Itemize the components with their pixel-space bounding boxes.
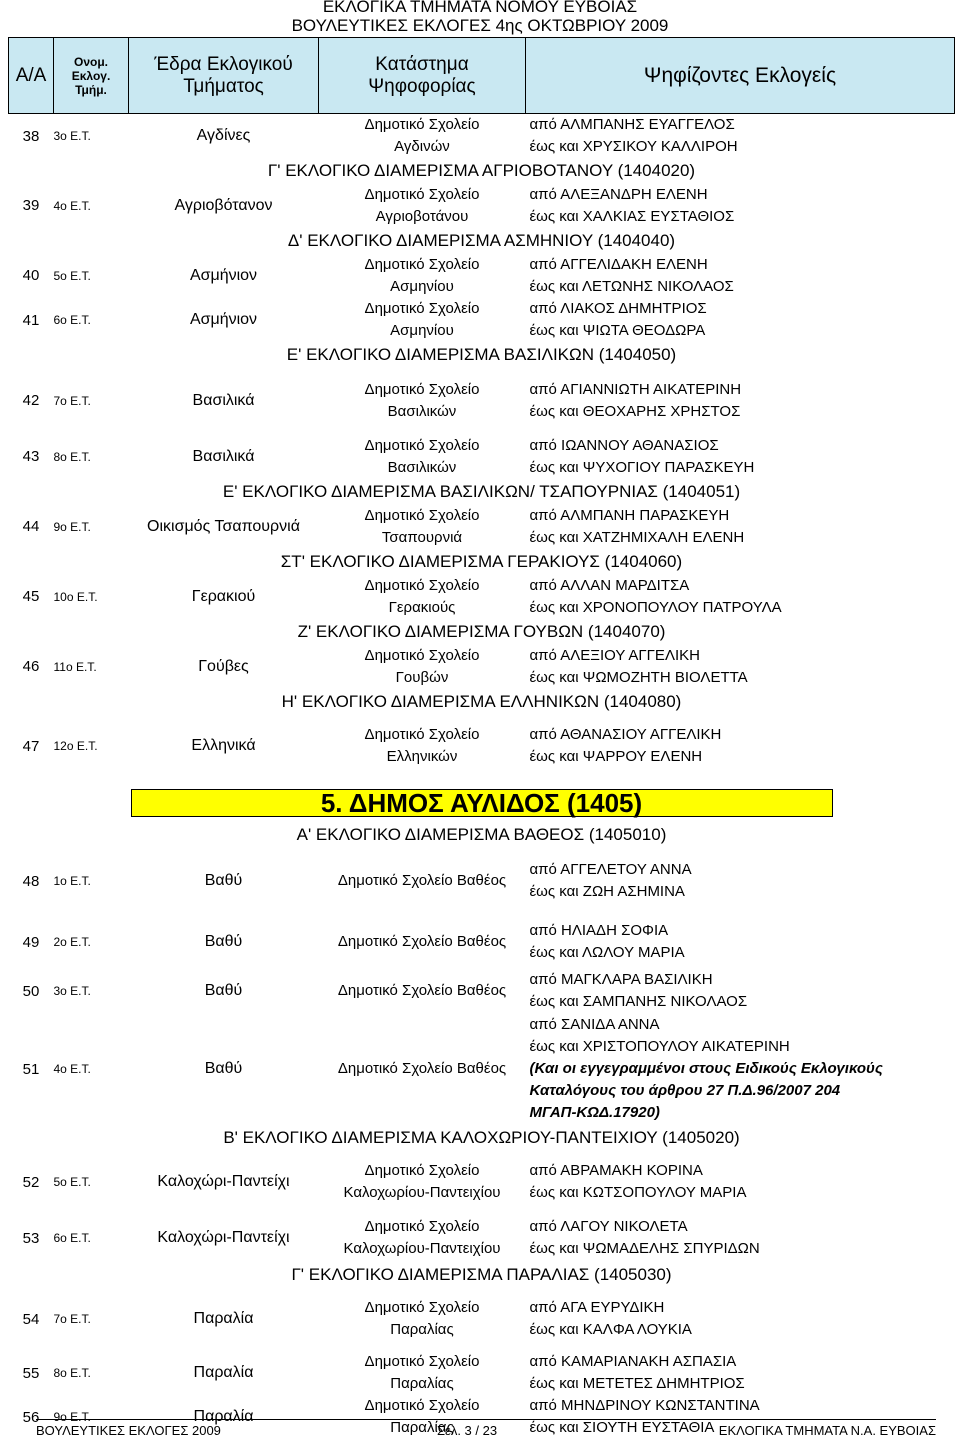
section-seat: Γερακιού	[191, 587, 256, 605]
district-heading: ΣΤ' ΕΚΛΟΓΙΚΟ ΔΙΑΜΕΡΙΣΜΑ ΓΕΡΑΚΙΟΥΣ (1404060)	[280, 551, 683, 571]
row-number: 49	[22, 933, 40, 951]
section-name: 7ο Ε.Τ.	[53, 1312, 91, 1326]
voter-range	[526, 1351, 955, 1395]
voter-range	[526, 1150, 955, 1214]
table-row	[9, 183, 955, 228]
table-body	[9, 114, 955, 1440]
venue-line: Δημοτικό Σχολείο	[364, 1353, 480, 1370]
col-header-edra: Έδρα Εκλογικού Τμήματος	[129, 38, 319, 114]
voter-range-line: από ΣΑΝΙΔΑ ΑΝΝΑ	[529, 1016, 660, 1033]
voter-range-line: έως και ΧΡΙΣΤΟΠΟΥΛΟΥ ΑΙΚΑΤΕΡΙΝΗ	[529, 1038, 790, 1055]
voter-range-line: από ΑΛΜΠΑΝΗΣ ΕΥΑΓΓΕΛΟΣ	[529, 116, 735, 133]
voter-range-line: έως και ΧΑΤΖΗΜΙΧΑΛΗ ΕΛΕΝΗ	[529, 528, 745, 546]
venue-line: Δημοτικό Σχολείο Βαθέος	[337, 982, 507, 999]
table-row	[9, 434, 955, 479]
venue-line: Δημοτικό Σχολείο	[364, 380, 480, 398]
municipality-banner: 5. ΔΗΜΟΣ ΑΥΛΙΔΟΣ (1405)	[131, 789, 833, 817]
polling-venue	[319, 1150, 526, 1214]
district-heading-row	[9, 158, 955, 183]
section-seat: Ασμήνιον	[189, 311, 258, 328]
footer-left: ΒΟΥΛΕΥΤΙΚΕΣ ΕΚΛΟΓΕΣ 2009	[36, 1423, 221, 1438]
venue-line: Γουβών	[395, 668, 449, 686]
table-row	[9, 847, 955, 915]
voter-range-line: έως και ΨΩΜΟΖΗΤΗ ΒΙΟΛΕΤΤΑ	[529, 668, 748, 686]
footer-page-number: Σελ. 3 / 23	[437, 1423, 498, 1438]
table-row	[9, 1150, 955, 1214]
row-number: 47	[22, 737, 40, 755]
district-heading-row	[9, 619, 955, 644]
voter-range-line: από ΛΑΓΟΥ ΝΙΚΟΛΕΤΑ	[529, 1218, 688, 1235]
voter-range	[526, 847, 955, 915]
voter-range-line: από ΑΘΑΝΑΣΙΟΥ ΑΓΓΕΛΙΚΗ	[529, 726, 722, 743]
table-row	[9, 367, 955, 434]
section-name: 9ο Ε.Τ.	[53, 1410, 91, 1424]
venue-line: Βασιλικών	[387, 402, 457, 420]
venue-line: Δημοτικό Σχολείο	[364, 436, 480, 454]
voter-range	[526, 434, 955, 479]
district-heading-row	[9, 1125, 955, 1150]
row-number: 39	[22, 197, 40, 214]
row-number: 48	[22, 872, 40, 890]
header-subtitle: ΒΟΥΛΕΥΤΙΚΕΣ ΕΚΛΟΓΕΣ 4ης ΟΚΤΩΒΡΙΟΥ 2009	[291, 16, 669, 35]
col-header-katastima: Κατάστημα Ψηφοφορίας	[319, 38, 526, 114]
voter-range	[526, 1287, 955, 1351]
section-seat: Βαθύ	[204, 982, 243, 999]
section-seat: Ελληνικά	[191, 737, 256, 754]
table-row	[9, 298, 955, 342]
section-name: 5ο Ε.Τ.	[53, 1175, 91, 1189]
table-row	[9, 714, 955, 778]
row-number: 51	[22, 1060, 40, 1078]
section-seat: Παραλία	[193, 1408, 254, 1425]
row-number: 43	[22, 448, 40, 465]
venue-line: Καλοχωρίου-Παντειχίου	[343, 1240, 501, 1257]
polling-stations-table	[8, 37, 955, 1439]
section-name: 4ο Ε.Τ.	[53, 198, 91, 213]
section-seat: Αγδίνες	[196, 127, 251, 144]
district-heading: Γ' ΕΚΛΟΓΙΚΟ ΔΙΑΜΕΡΙΣΜΑ ΑΓΡΙΟΒΟΤΑΝΟΥ (1404020)	[267, 160, 696, 180]
venue-line: Δημοτικό Σχολείο	[364, 1162, 480, 1179]
section-seat: Οικισμός Τσαπουρνιά	[147, 517, 300, 535]
voter-range-line: από ΑΓΑ ΕΥΡΥΔΙΚΗ	[529, 1299, 665, 1316]
row-number: 54	[22, 1310, 40, 1328]
polling-venue	[319, 1287, 526, 1351]
polling-venue	[319, 1013, 526, 1125]
row-number: 52	[22, 1173, 40, 1191]
row-number: 46	[22, 658, 40, 675]
venue-line: Δημοτικό Σχολείο	[364, 255, 480, 273]
section-seat: Βασιλικά	[192, 391, 255, 409]
voter-range-line: έως και ΧΑΛΚΙΑΣ ΕΥΣΤΑΘΙΟΣ	[529, 207, 735, 225]
voter-range-line: από ΑΛΛΑΝ ΜΑΡΔΙΤΣΑ	[529, 576, 690, 594]
section-name: 7ο Ε.Τ.	[53, 393, 91, 408]
table-row	[9, 915, 955, 969]
voter-range	[526, 114, 955, 159]
polling-venue	[319, 298, 526, 342]
voter-range-line: έως και ΛΕΤΩΝΗΣ ΝΙΚΟΛΑΟΣ	[529, 277, 734, 295]
voter-range-line: από ΑΛΜΠΑΝΗ ΠΑΡΑΣΚΕΥΗ	[529, 506, 730, 524]
venue-line: Αγδινών	[394, 138, 450, 155]
voter-range	[526, 1013, 955, 1125]
venue-line: Παραλίας	[390, 1419, 454, 1436]
row-number: 55	[22, 1364, 40, 1382]
voter-range-line: έως και ΛΩΛΟΥ ΜΑΡΙΑ	[529, 944, 685, 961]
district-heading-row	[9, 1262, 955, 1287]
table-row	[9, 1351, 955, 1395]
section-seat: Καλοχώρι-Παντείχι	[157, 1229, 290, 1246]
header-title: ΕΚΛΟΓΙΚΑ ΤΜΗΜΑΤΑ ΝΟΜΟΥ ΕΥΒΟΙΑΣ	[322, 0, 638, 16]
district-heading: Ε' ΕΚΛΟΓΙΚΟ ΔΙΑΜΕΡΙΣΜΑ ΒΑΣΙΛΙΚΩΝ (1404050)	[286, 344, 677, 364]
municipality-row	[9, 778, 955, 822]
polling-venue	[319, 1214, 526, 1262]
row-number: 50	[22, 982, 40, 1000]
section-seat: Παραλία	[193, 1364, 254, 1381]
polling-venue	[319, 847, 526, 915]
venue-line: Δημοτικό Σχολείο	[364, 1218, 480, 1235]
venue-line: Δημοτικό Σχολείο	[364, 300, 480, 317]
section-name: 5ο Ε.Τ.	[53, 268, 91, 283]
table-row	[9, 644, 955, 689]
venue-line: Δημοτικό Σχολείο	[364, 646, 480, 664]
venue-line: Ασμηνίου	[390, 277, 454, 295]
voter-note-line: (Και οι εγγεγραμμένοι στους Ειδικούς Εκλογικούς	[529, 1060, 883, 1077]
polling-venue	[319, 714, 526, 778]
table-row	[9, 574, 955, 619]
voter-range-line: από ΜΑΓΚΛΑΡΑ ΒΑΣΙΛΙΚΗ	[529, 971, 713, 988]
row-number: 53	[22, 1229, 40, 1247]
voter-range-line: από ΑΓΙΑΝΝΙΩΤΗ ΑΙΚΑΤΕΡΙΝΗ	[529, 380, 742, 398]
district-heading-row	[9, 689, 955, 714]
col-header-onom: Ονομ. Εκλογ. Τμήμ.	[54, 38, 129, 114]
venue-line: Τσαπουρνιά	[381, 528, 463, 546]
venue-line: Δημοτικό Σχολείο Βαθέος	[337, 1060, 507, 1077]
polling-venue	[319, 504, 526, 549]
section-seat: Γούβες	[198, 657, 249, 675]
district-heading-row	[9, 228, 955, 253]
polling-venue	[319, 114, 526, 159]
section-seat: Αγριοβότανον	[174, 196, 273, 214]
voter-range	[526, 915, 955, 969]
polling-venue	[319, 915, 526, 969]
voter-range-line: έως και ΖΩΗ ΑΣΗΜΙΝΑ	[529, 883, 685, 900]
polling-venue	[319, 574, 526, 619]
voter-range-line: έως και ΨΥΧΟΓΙΟΥ ΠΑΡΑΣΚΕΥΗ	[529, 458, 755, 476]
venue-line: Παραλίας	[390, 1321, 454, 1338]
table-row	[9, 1013, 955, 1125]
voter-range	[526, 253, 955, 298]
voter-range-line: έως και ΣΙΟΥΤΗ ΕΥΣΤΑΘΙΑ	[529, 1419, 715, 1436]
district-heading-row	[9, 479, 955, 504]
section-name: 3ο Ε.Τ.	[53, 984, 91, 998]
section-seat: Ασμήνιον	[189, 266, 258, 284]
voter-range-line: έως και ΚΩΤΣΟΠΟΥΛΟΥ ΜΑΡΙΑ	[529, 1184, 747, 1201]
section-name: 6ο Ε.Τ.	[53, 313, 91, 327]
section-name: 8ο Ε.Τ.	[53, 449, 91, 464]
row-number: 56	[22, 1408, 40, 1426]
section-seat: Καλοχώρι-Παντείχι	[157, 1173, 290, 1190]
row-number: 44	[22, 518, 40, 535]
voter-range-line: από ΛΙΑΚΟΣ ΔΗΜΗΤΡΙΟΣ	[529, 300, 707, 317]
section-name: 3ο Ε.Τ.	[53, 129, 91, 143]
section-seat: Βαθύ	[204, 1060, 243, 1077]
voter-range-line: έως και ΚΑΛΦΑ ΛΟΥΚΙΑ	[529, 1321, 692, 1338]
venue-line: Καλοχωρίου-Παντειχίου	[343, 1184, 501, 1201]
section-seat: Βασιλικά	[192, 447, 255, 465]
voter-range	[526, 183, 955, 228]
district-heading-row	[9, 342, 955, 367]
venue-line: Δημοτικό Σχολείο	[364, 1397, 480, 1414]
polling-venue	[319, 253, 526, 298]
section-name: 6ο Ε.Τ.	[53, 1231, 91, 1245]
district-heading-row	[9, 549, 955, 574]
row-number: 45	[22, 588, 40, 605]
venue-line: Δημοτικό Σχολείο	[364, 185, 480, 203]
voter-range	[526, 574, 955, 619]
district-heading: Α' ΕΚΛΟΓΙΚΟ ΔΙΑΜΕΡΙΣΜΑ ΒΑΘΕΟΣ (1405010)	[296, 824, 667, 844]
voter-range-line: από ΗΛΙΑΔΗ ΣΟΦΙΑ	[529, 922, 669, 939]
voter-range	[526, 714, 955, 778]
voter-range	[526, 298, 955, 342]
voter-note-line: ΜΓΑΠ-ΚΩΔ.17920)	[529, 1104, 660, 1121]
voter-range-line: έως και ΧΡΟΝΟΠΟΥΛΟΥ ΠΑΤΡΟΥΛΑ	[529, 598, 782, 616]
venue-line: Δημοτικό Σχολείο	[364, 116, 480, 133]
voter-range	[526, 1214, 955, 1262]
voter-range	[526, 969, 955, 1013]
table-row	[9, 969, 955, 1013]
table-row	[9, 1214, 955, 1262]
col-header-voters: Ψηφίζοντες Εκλογείς	[526, 38, 955, 114]
section-name: 2ο Ε.Τ.	[53, 935, 91, 949]
venue-line: Ασμηνίου	[390, 322, 454, 339]
section-name: 4ο Ε.Τ.	[53, 1062, 91, 1076]
voter-range-line: από ΑΛΕΞΑΝΔΡΗ ΕΛΕΝΗ	[529, 185, 708, 203]
polling-venue	[319, 434, 526, 479]
voter-range	[526, 644, 955, 689]
col-header-aa: Α/Α	[9, 38, 54, 114]
table-row	[9, 1287, 955, 1351]
district-heading: Γ' ΕΚΛΟΓΙΚΟ ΔΙΑΜΕΡΙΣΜΑ ΠΑΡΑΛΙΑΣ (1405030)	[291, 1264, 672, 1284]
venue-line: Παραλίας	[390, 1375, 454, 1392]
venue-line: Δημοτικό Σχολείο	[364, 506, 480, 524]
polling-venue	[319, 969, 526, 1013]
voter-range-line: έως και ΜΕΤΕΤΕΣ ΔΗΜΗΤΡΙΟΣ	[529, 1375, 745, 1392]
venue-line: Γερακιούς	[388, 598, 456, 616]
district-heading: Η' ΕΚΛΟΓΙΚΟ ΔΙΑΜΕΡΙΣΜΑ ΕΛΛΗΝΙΚΩΝ (1404080)	[281, 691, 682, 711]
section-seat: Παραλία	[193, 1310, 254, 1327]
voter-range-line: από ΑΓΓΕΛΙΔΑΚΗ ΕΛΕΝΗ	[529, 255, 708, 273]
footer-right: ΕΚΛΟΓΙΚΑ ΤΜΗΜΑΤΑ Ν.Α. ΕΥΒΟΙΑΣ	[718, 1423, 936, 1438]
voter-range-line: από ΙΩΑΝΝΟΥ ΑΘΑΝΑΣΙΟΣ	[529, 436, 719, 454]
district-heading: Ε' ΕΚΛΟΓΙΚΟ ΔΙΑΜΕΡΙΣΜΑ ΒΑΣΙΛΙΚΩΝ/ ΤΣΑΠΟΥΡΝΙΑΣ (1404051)	[222, 481, 741, 501]
section-name: 8ο Ε.Τ.	[53, 1366, 91, 1380]
district-heading: Δ' ΕΚΛΟΓΙΚΟ ΔΙΑΜΕΡΙΣΜΑ ΑΣΜΗΝΙΟΥ (1404040)	[287, 230, 676, 250]
voter-note-line: Καταλόγους του άρθρου 27 Π.Δ.96/2007 204	[529, 1082, 841, 1099]
district-heading-row	[9, 822, 955, 847]
venue-line: Αγριοβοτάνου	[375, 207, 469, 225]
voter-range-line: έως και ΧΡΥΣΙΚΟΥ ΚΑΛΛΙΡΟΗ	[529, 138, 738, 155]
section-name: 9ο Ε.Τ.	[53, 519, 91, 534]
venue-line: Δημοτικό Σχολείο Βαθέος	[337, 872, 507, 889]
voter-range-line: από ΑΛΕΞΙΟΥ ΑΓΓΕΛΙΚΗ	[529, 646, 700, 664]
voter-range-line: έως και ΨΙΩΤΑ ΘΕΟΔΩΡΑ	[529, 322, 706, 339]
venue-line: Δημοτικό Σχολείο	[364, 726, 480, 743]
section-seat: Βαθύ	[204, 872, 243, 889]
row-number: 42	[22, 392, 40, 409]
voter-range-line: από ΚΑΜΑΡΙΑΝΑΚΗ ΑΣΠΑΣΙΑ	[529, 1353, 737, 1370]
voter-range	[526, 504, 955, 549]
voter-range-line: από ΑΒΡΑΜΑΚΗ ΚΟΡΙΝΑ	[529, 1162, 703, 1179]
voter-range-line: έως και ΨΑΡΡΟΥ ΕΛΕΝΗ	[529, 748, 703, 765]
row-number: 38	[22, 127, 40, 145]
voter-range-line: έως και ΨΩΜΑΔΕΛΗΣ ΣΠΥΡΙΔΩΝ	[529, 1240, 760, 1257]
row-number: 41	[22, 311, 40, 329]
voter-range-line: έως και ΘΕΟΧΑΡΗΣ ΧΡΗΣΤΟΣ	[529, 402, 741, 420]
table-row	[9, 504, 955, 549]
polling-venue	[319, 1351, 526, 1395]
voter-range	[526, 367, 955, 434]
venue-line: Βασιλικών	[387, 458, 457, 476]
venue-line: Δημοτικό Σχολείο	[364, 1299, 480, 1316]
voter-range-line: έως και ΣΑΜΠΑΝΗΣ ΝΙΚΟΛΑΟΣ	[529, 993, 748, 1010]
section-seat: Βαθύ	[204, 933, 243, 950]
row-number: 40	[22, 267, 40, 284]
polling-venue	[319, 367, 526, 434]
section-name: 1ο Ε.Τ.	[53, 874, 91, 888]
section-name: 12ο Ε.Τ.	[53, 739, 98, 753]
voter-range-line: από ΜΗΝΔΡΙΝΟΥ ΚΩΝΣΤΑΝΤΙΝΑ	[529, 1397, 760, 1414]
venue-line: Δημοτικό Σχολείο	[364, 576, 480, 594]
venue-line: Ελληνικών	[386, 748, 458, 765]
venue-line: Δημοτικό Σχολείο Βαθέος	[337, 933, 507, 950]
table-header-row	[9, 38, 955, 114]
polling-venue	[319, 644, 526, 689]
polling-venue	[319, 183, 526, 228]
section-name: 10ο Ε.Τ.	[53, 589, 98, 604]
table-row	[9, 114, 955, 159]
table-row	[9, 253, 955, 298]
district-heading: Β' ΕΚΛΟΓΙΚΟ ΔΙΑΜΕΡΙΣΜΑ ΚΑΛΟΧΩΡΙΟΥ-ΠΑΝΤΕΙΧΙΟΥ (1405020)	[223, 1127, 740, 1147]
voter-range-line: από ΑΓΓΕΛΕΤΟΥ ΑΝΝΑ	[529, 861, 692, 878]
footer-divider	[36, 1419, 936, 1420]
district-heading: Ζ' ΕΚΛΟΓΙΚΟ ΔΙΑΜΕΡΙΣΜΑ ΓΟΥΒΩΝ (1404070)	[297, 621, 666, 641]
section-name: 11ο Ε.Τ.	[53, 659, 97, 674]
